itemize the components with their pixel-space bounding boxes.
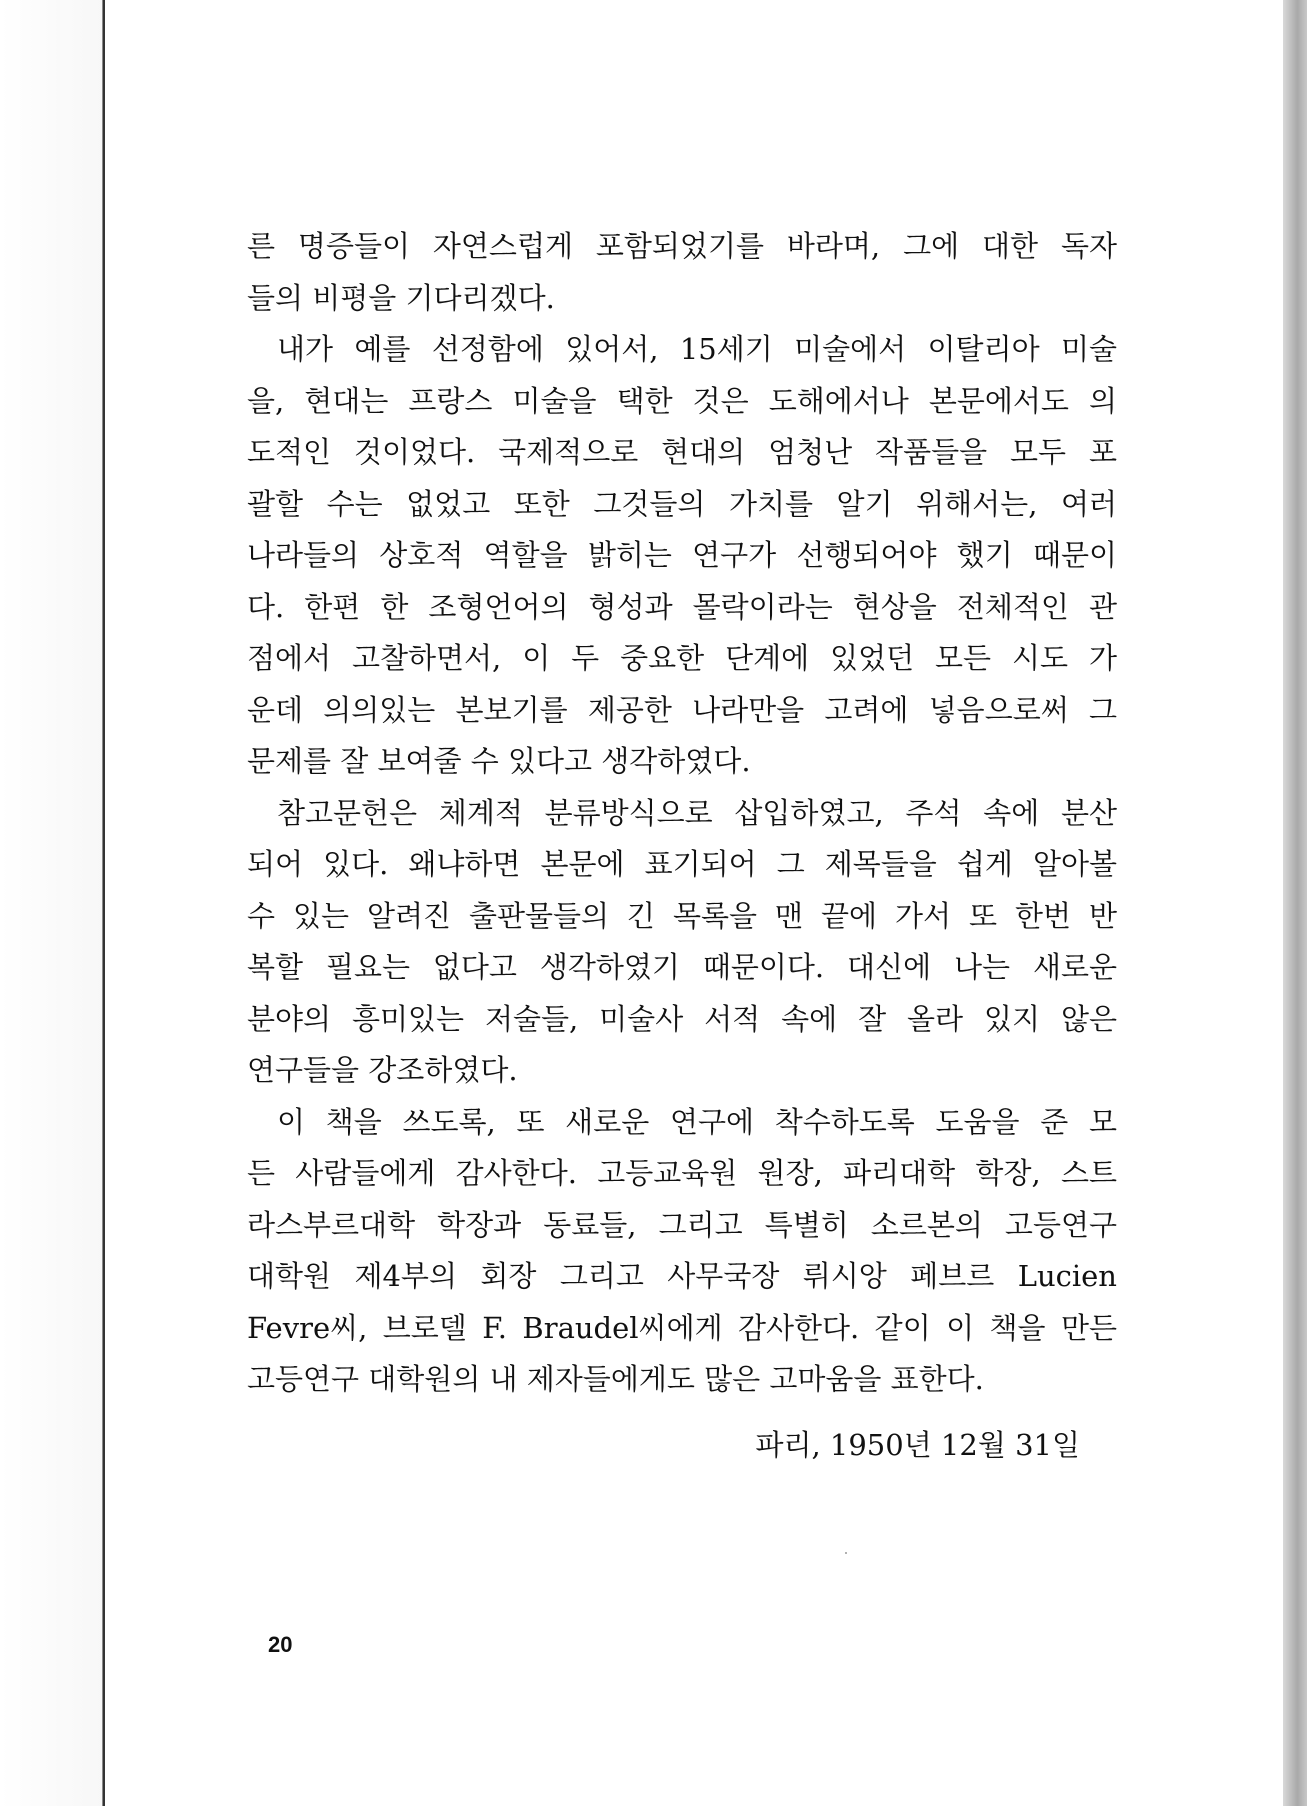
paragraph [247, 1097, 1117, 1406]
text-line: 나라들의 상호적 역할을 밝히는 연구가 선행되어야 했기 때문이 [247, 538, 1117, 572]
text-line: 참고문헌은 체계적 분류방식으로 삽입하였고, 주석 속에 분산 [277, 795, 1117, 830]
left-margin-background [0, 0, 103, 1806]
text-line: 다. 한편 한 조형언어의 형성과 몰락이라는 현상을 전체적인 관 [247, 589, 1117, 624]
text-line: 이 책을 쓰도록, 또 새로운 연구에 착수하도록 도움을 준 모 [277, 1104, 1117, 1139]
text-line: 괄할 수는 없었고 또한 그것들의 가치를 알기 위해서는, 여러 [247, 486, 1117, 521]
text-line: 도적인 것이었다. 국제적으로 현대의 엄청난 작품들을 모두 포 [247, 435, 1117, 469]
paragraph [247, 324, 1117, 788]
text-line: 고등연구 대학원의 내 제자들에게도 많은 고마움을 표한다. [247, 1362, 984, 1396]
text-line: 수 있는 알려진 출판물들의 긴 목록을 맨 끝에 가서 또 한번 반 [247, 898, 1117, 933]
text-line: 을, 현대는 프랑스 미술을 택한 것은 도해에서나 본문에서도 의 [247, 383, 1117, 418]
text-line: 분야의 흥미있는 저술들, 미술사 서적 속에 잘 올라 있지 않은 [247, 1001, 1117, 1036]
dateline: 파리, 1950년 12월 31일 [755, 1428, 1080, 1462]
text-line: 되어 있다. 왜냐하면 본문에 표기되어 그 제목들을 쉽게 알아볼 [247, 847, 1117, 881]
text-line: Fevre씨, 브로델 F. Braudel씨에게 감사한다. 같이 이 책을 만든 [247, 1310, 1117, 1345]
text-line: 라스부르대학 학장과 동료들, 그리고 특별히 소르본의 고등연구 [247, 1207, 1117, 1242]
text-line: 내가 예를 선정함에 있어서, 15세기 미술에서 이탈리아 미술 [277, 332, 1117, 366]
paragraph [247, 788, 1117, 1097]
body-text [247, 221, 1117, 1406]
text-line: 점에서 고찰하면서, 이 두 중요한 단계에 있었던 모든 시도 가 [247, 641, 1117, 675]
text-line: 든 사람들에게 감사한다. 고등교육원 원장, 파리대학 학장, 스트 [247, 1156, 1117, 1190]
text-line: 른 명증들이 자연스럽게 포함되었기를 바라며, 그에 대한 독자 [247, 229, 1117, 263]
text-line: 운데 의의있는 본보기를 제공한 나라만을 고려에 넣음으로써 그 [247, 692, 1117, 727]
text-line: 연구들을 강조하였다. [247, 1053, 518, 1087]
print-speck [845, 1552, 847, 1554]
page-number: 20 [268, 1632, 293, 1657]
text-line: 대학원 제4부의 회장 그리고 사무국장 뤼시앙 페브르 Lucien [247, 1259, 1117, 1293]
page-right-edge-shadow [1283, 0, 1307, 1806]
text-line: 복할 필요는 없다고 생각하였기 때문이다. 대신에 나는 새로운 [247, 950, 1117, 984]
text-line: 문제를 잘 보여줄 수 있다고 생각하였다. [247, 744, 751, 778]
paragraph [247, 221, 1117, 324]
text-line: 들의 비평을 기다리겠다. [247, 280, 555, 315]
